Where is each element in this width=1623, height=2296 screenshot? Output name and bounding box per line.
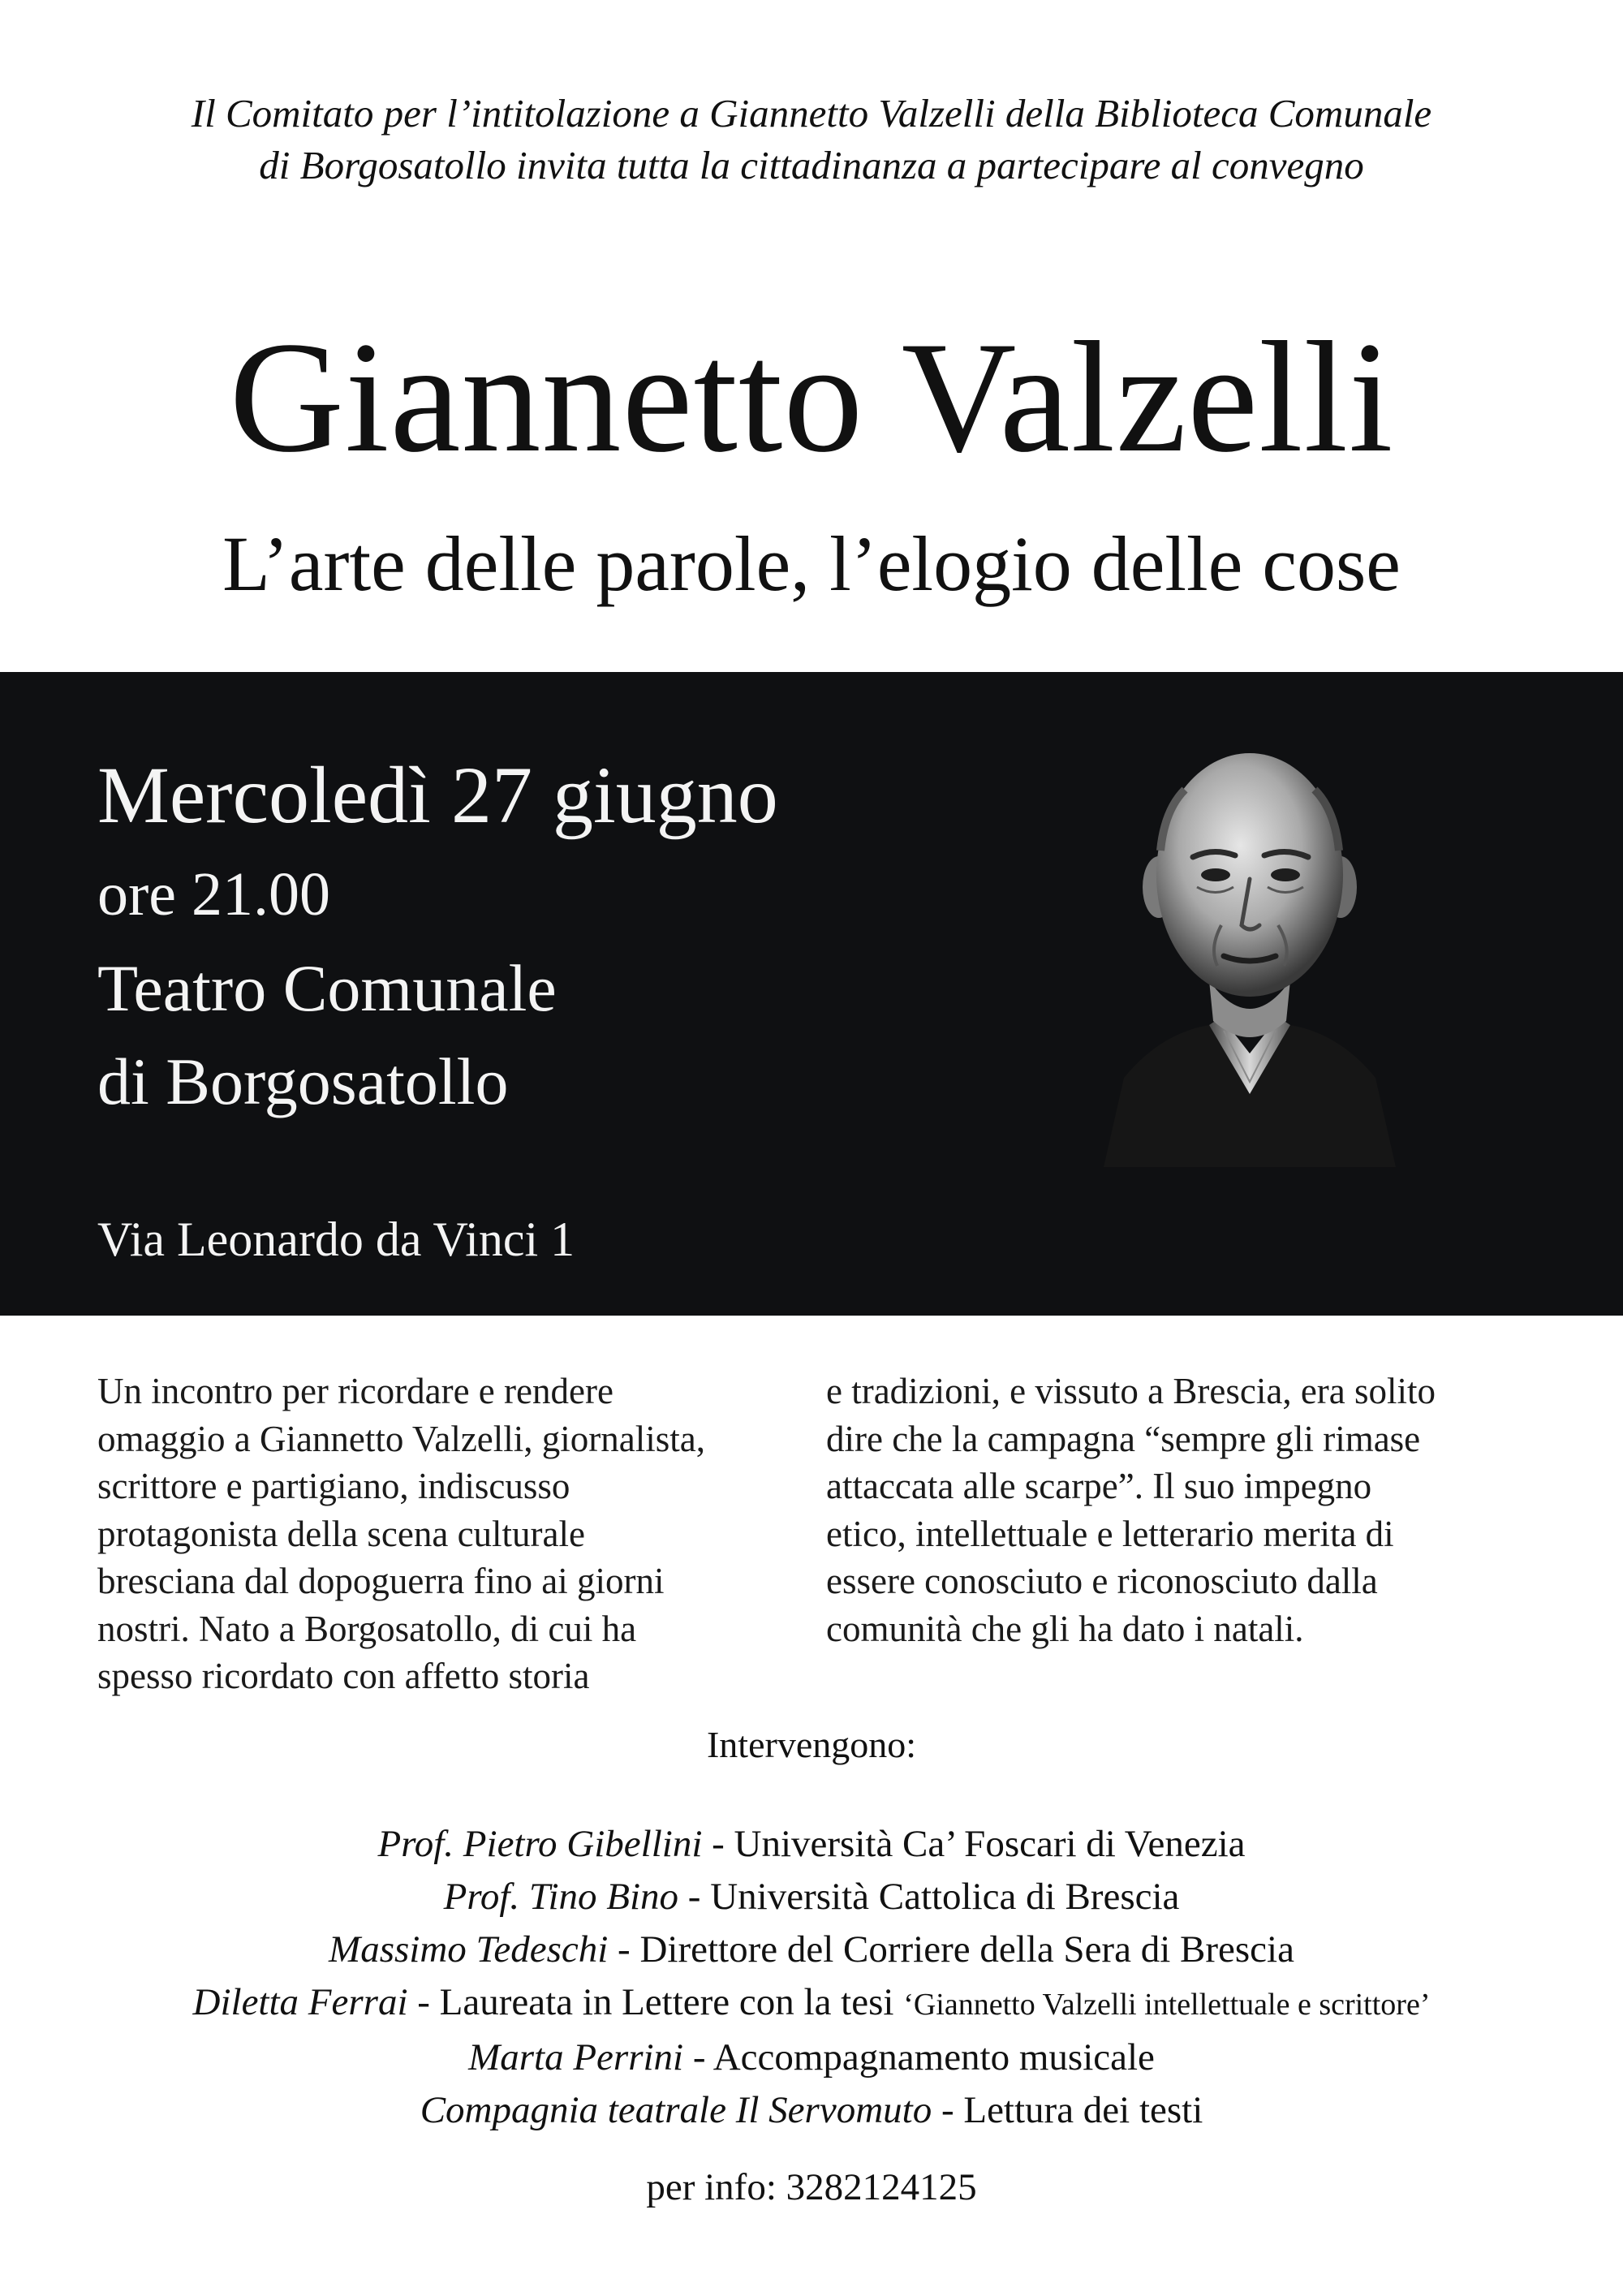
description-line: nostri. Nato a Borgosatollo, di cui ha <box>97 1608 637 1649</box>
speaker-role: Accompagnamento musicale <box>712 2036 1155 2078</box>
description-left-column <box>97 1368 705 1700</box>
speaker-role: Università Cattolica di Brescia <box>710 1876 1180 1918</box>
speaker-role: Università Ca’ Foscari di Venezia <box>734 1823 1246 1865</box>
description-line: Un incontro per ricordare e rendere <box>97 1371 613 1411</box>
speakers-list <box>0 1818 1623 2137</box>
description-line: spesso ricordato con affetto storia <box>97 1656 590 1696</box>
speaker-name: Prof. Tino Bino <box>443 1876 679 1918</box>
speakers-heading: Intervengono: <box>706 1724 917 1765</box>
description-line: attaccata alle scarpe”. Il suo impegno <box>826 1466 1372 1506</box>
info-contact: per info: 3282124125 <box>646 2166 977 2208</box>
event-date: Mercoledì 27 giugno <box>97 750 778 840</box>
speaker-item <box>0 2084 1623 2137</box>
portrait-photo <box>1087 713 1412 1167</box>
description-line: bresciana dal dopoguerra fino ai giorni <box>97 1561 665 1601</box>
invitation-intro <box>0 88 1623 192</box>
description-line: comunità che gli ha dato i natali. <box>826 1608 1304 1649</box>
speaker-name: Compagnia teatrale Il Servomuto <box>420 2089 932 2131</box>
description-line: essere conosciuto e riconosciuto dalla <box>826 1561 1378 1601</box>
speaker-separator: - <box>932 2089 964 2131</box>
speaker-separator: - <box>702 1823 734 1865</box>
speaker-item <box>0 1818 1623 1871</box>
speaker-role: Direttore del Corriere della Sera di Brescia <box>639 1928 1294 1971</box>
speaker-separator: - <box>678 1876 711 1918</box>
speaker-separator: - <box>608 1928 640 1971</box>
speaker-separator: - <box>407 1981 440 2023</box>
speaker-role: Laureata in Lettere con la tesi <box>439 1981 894 2023</box>
speaker-item <box>0 1976 1623 2031</box>
speaker-item <box>0 2031 1623 2084</box>
speaker-role: Lettura dei testi <box>963 2089 1203 2131</box>
description-line: scrittore e partigiano, indiscusso <box>97 1466 570 1506</box>
poster-title: Giannetto Valzelli <box>229 309 1394 485</box>
speaker-name: Massimo Tedeschi <box>329 1928 609 1971</box>
speaker-item <box>0 1923 1623 1976</box>
speaker-name: Marta Perrini <box>468 2036 684 2078</box>
event-band <box>0 672 1623 1316</box>
speaker-item <box>0 1871 1623 1923</box>
event-venue-line-1: Teatro Comunale <box>97 951 557 1025</box>
speaker-name: Prof. Pietro Gibellini <box>377 1823 703 1865</box>
event-time: ore 21.00 <box>97 860 331 928</box>
intro-line-2: di Borgosatollo invita tutta la cittadinanza a partecipare al convegno <box>259 143 1364 187</box>
speaker-name: Diletta Ferrai <box>192 1981 408 2023</box>
event-venue-line-2: di Borgosatollo <box>97 1045 509 1118</box>
thesis-title: ‘Giannetto Valzelli intellettuale e scrittore’ <box>903 1988 1431 2022</box>
speaker-separator: - <box>683 2036 713 2078</box>
intro-line-1: Il Comitato per l’intitolazione a Giannetto Valzelli della Biblioteca Comunale <box>191 91 1432 136</box>
description-right-column <box>826 1368 1436 1652</box>
description-line: dire che la campagna “sempre gli rimase <box>826 1418 1421 1459</box>
description-line: omaggio a Giannetto Valzelli, giornalista, <box>97 1418 705 1459</box>
description-line: e tradizioni, e vissuto a Brescia, era solito <box>826 1371 1436 1411</box>
poster-subtitle: L’arte delle parole, l’elogio delle cose <box>222 520 1401 607</box>
description-line: etico, intellettuale e letterario merita di <box>826 1513 1394 1554</box>
description-line: protagonista della scena culturale <box>97 1513 585 1554</box>
event-address: Via Leonardo da Vinci 1 <box>97 1213 575 1266</box>
